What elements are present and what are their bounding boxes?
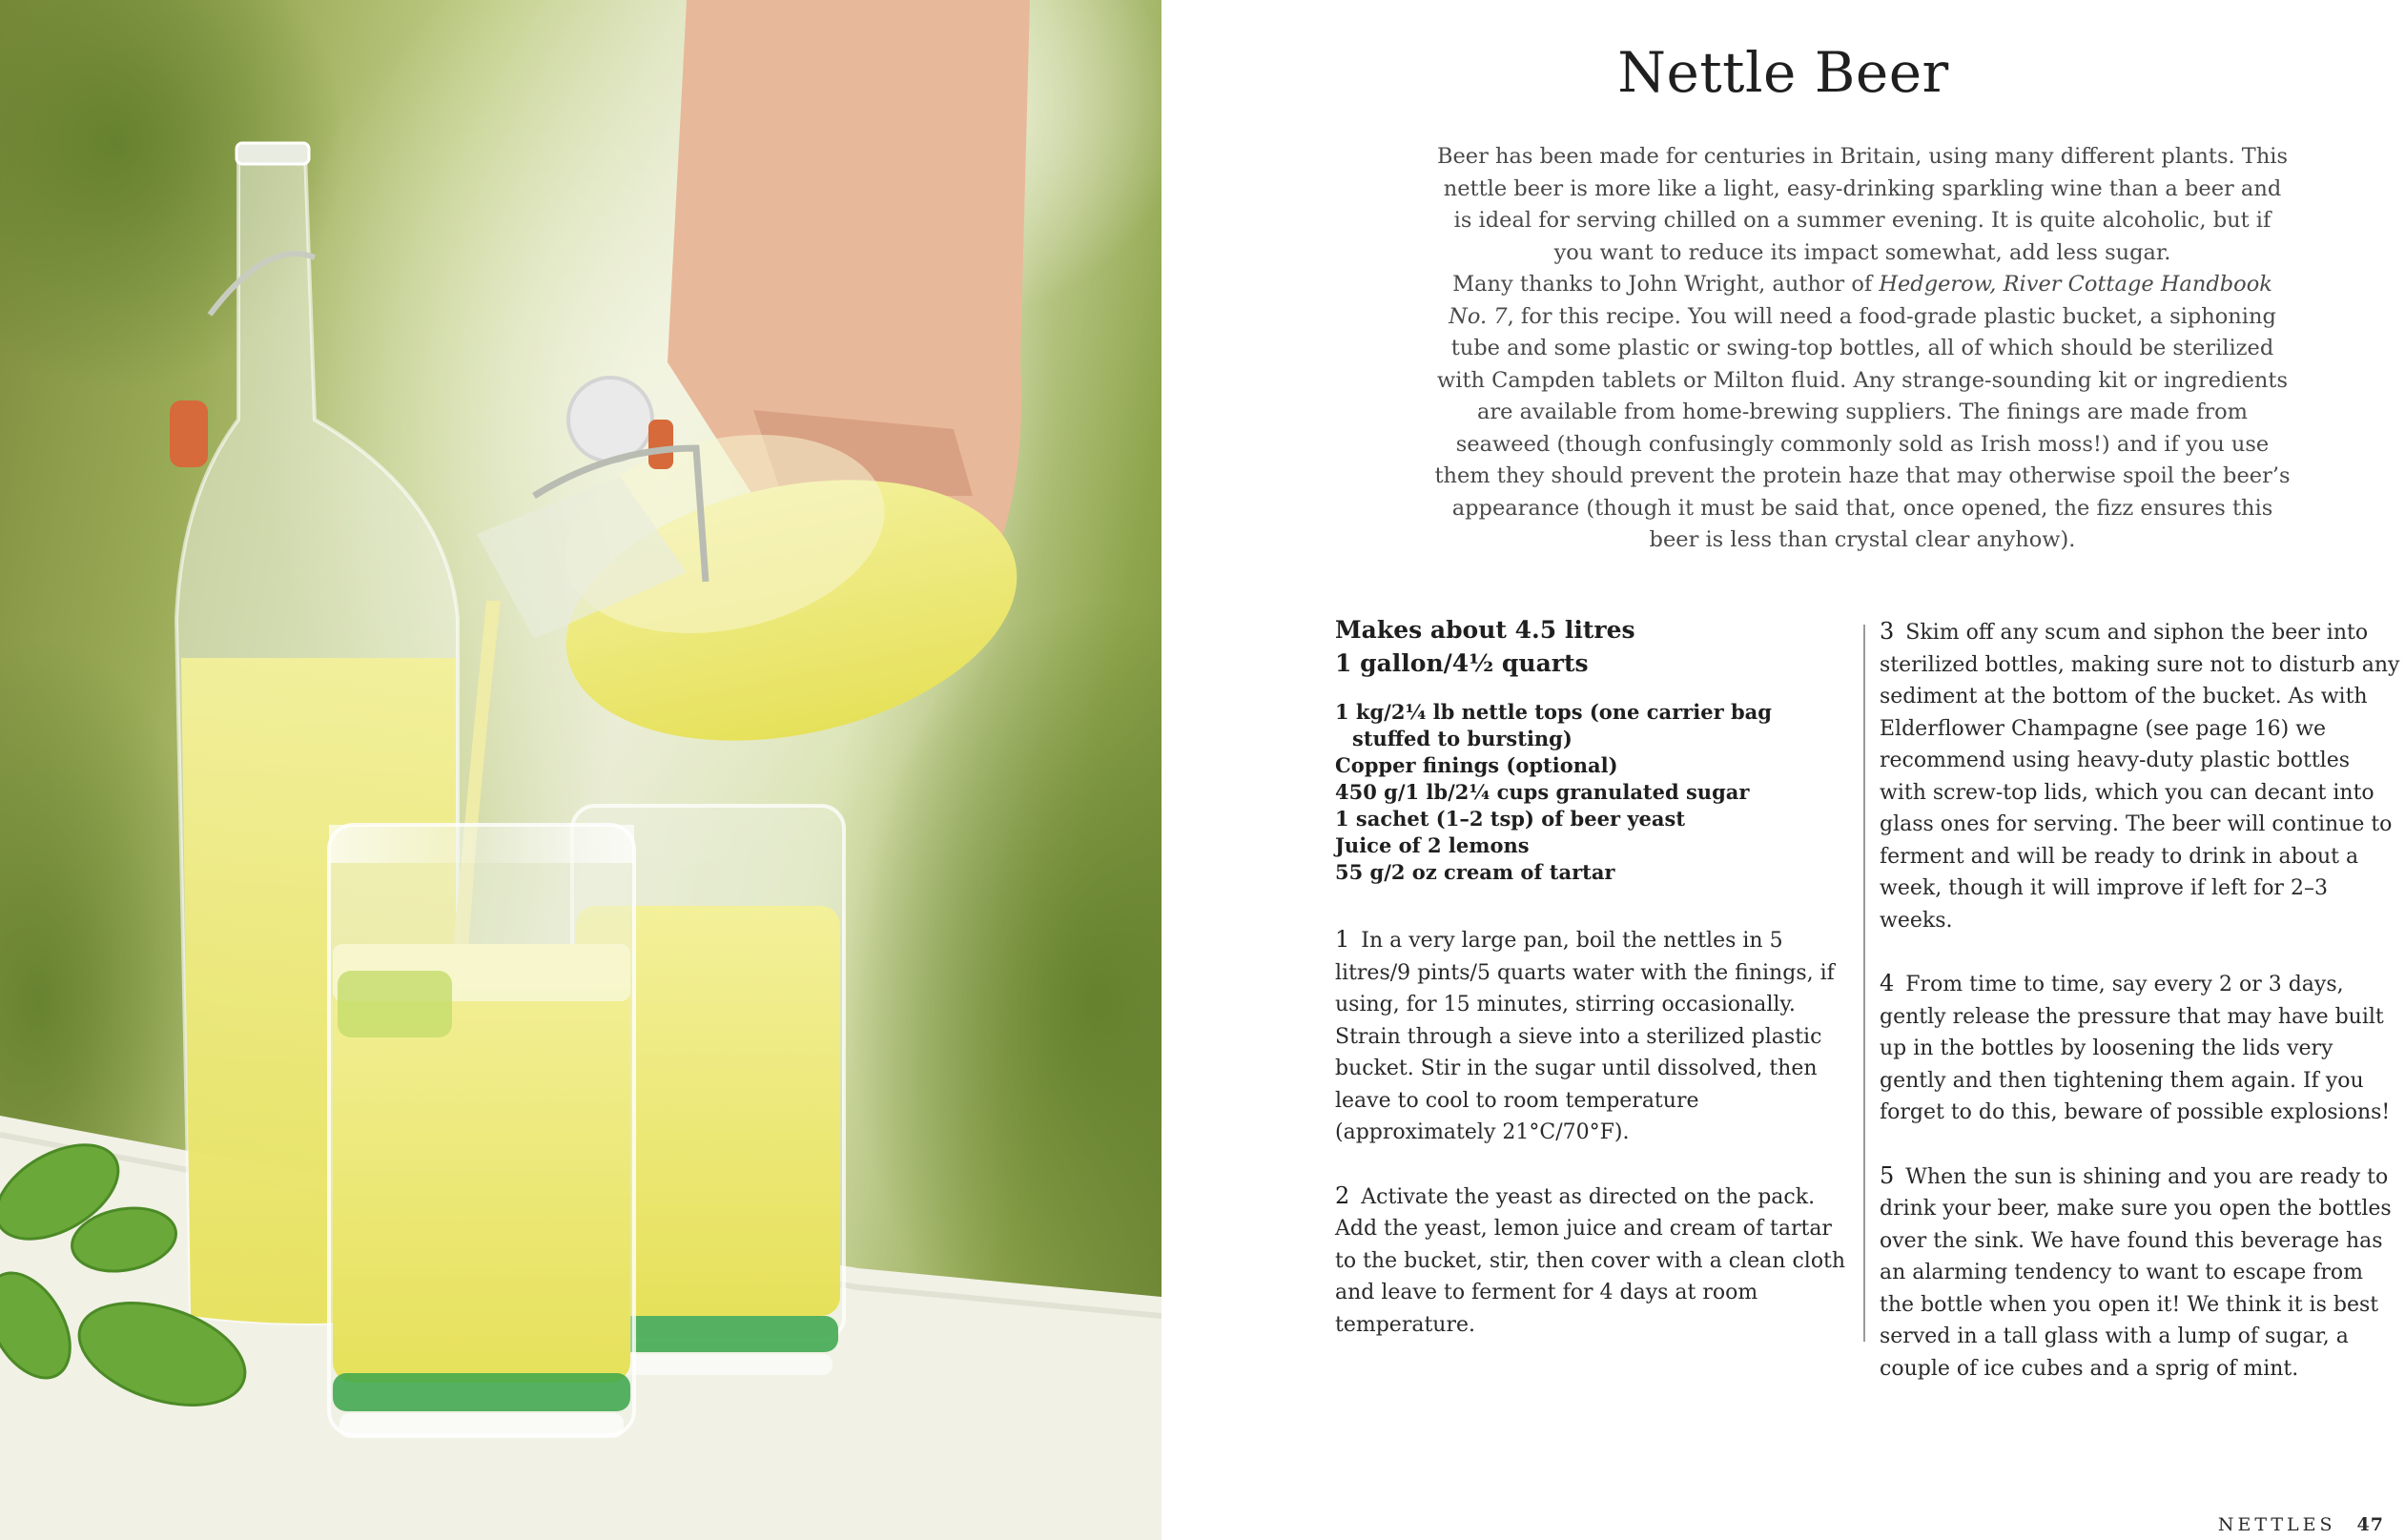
step-text: When the sun is shining and you are ready to drink your beer, make sure you open the bottles over the sink. We have found this beverage has an alarming tendency to want to escape from the bottle when you open it! We think it is best served in a tall glass with a lump of sugar, a couple of ice cubes and a sprig of mint. [1880,1164,2392,1381]
page-number: 47 [2356,1514,2384,1535]
column-divider [1863,625,1865,1342]
recipe-intro [1433,141,2292,557]
page-footer [2218,1514,2384,1535]
intro-p2-start: Many thanks to John Wright, author of [1452,272,1880,297]
ingredient-item: 1 sachet (1–2 tsp) of beer yeast [1335,807,1686,831]
ingredient-list [1335,699,1850,886]
nettle-beer-illustration [0,0,1161,1540]
intro-p2-end: , for this recipe. You will need a food-grade plastic bucket, a siphoning tube and some plastic or swing-top bottles, all of which should be sterilized with Campden tablets or Milton fluid. Any strange-sounding kit or ingredients are available from home-brewing suppliers. The finings are made from seaweed (though confusingly commonly sold as Irish moss!) and if you use them they should prevent the protein haze that may otherwise spoil the beer’s appearance (though it must be said that, once opened, the fizz ensures this beer is less than crystal clear anyhow). [1434,303,2291,552]
step-number: 2 [1335,1181,1350,1209]
recipe-title: Nettle Beer [1617,40,1949,105]
section-name: NETTLES [2217,1514,2336,1535]
step-number: 4 [1880,970,1895,996]
step-text: In a very large pan, boil the nettles in 5 litres/9 pints/5 quarts water with the finings, if using, for 15 minutes, stirring occasionally. Strain through a sieve into a sterilized plastic bucket. Stir in the sugar until dissolved, then leave to cool to room temperature (approximately 21°C/70°F). [1335,929,1835,1144]
yield-metric: Makes about 4.5 litres [1335,616,1635,644]
ingredient-item: 1 kg/2¼ lb nettle tops (one carrier bag stuffed to bursting) [1335,700,1772,750]
recipe-photo [0,0,1161,1540]
left-column [1335,613,1850,1341]
method-step [1335,924,1850,1149]
step-number: 5 [1880,1161,1895,1189]
ingredient-item: Juice of 2 lemons [1335,833,1530,857]
method-step [1335,1181,1850,1342]
right-column [1880,616,2402,1385]
book-title: Hedgerow, River Cottage Handbook No. 7 [1449,272,2272,329]
method-step [1880,968,2402,1129]
method-step [1880,616,2402,936]
step-text: Skim off any scum and siphon the beer into sterilized bottles, making sure not to disturb any sediment at the bottom of the bucket. As with Elderflower Champagne (see page 16) we recommend using heavy-duty plastic bottles with screw-top lids, which you can decant into glass ones for serving. The beer will continue to ferment and will be ready to drink in about a week, though it will improve if left for 2–3 weeks. [1880,621,2400,933]
ingredient-item: 55 g/2 oz cream of tartar [1335,860,1615,884]
step-number: 3 [1880,618,1895,645]
ingredient-item: 450 g/1 lb/2¼ cups granulated sugar [1335,780,1750,804]
intro-paragraph-2 [1433,269,2292,557]
recipe-page [1161,0,2405,1540]
yield-imperial: 1 gallon/4½ quarts [1335,649,1589,677]
step-text: From time to time, say every 2 or 3 days, gently release the pressure that may have built up in the bottles by loosening the lids very gently and then tightening them again. If you forget to do this, beware of possible explosions! [1880,973,2391,1124]
step-number: 1 [1335,926,1350,953]
intro-paragraph-1: Beer has been made for centuries in Britain, using many different plants. This nettle beer is more like a light, easy-drinking sparkling wine than a beer and is ideal for serving chilled on a summer evening. It is quite alcoholic, but if you want to reduce its impact somewhat, add less sugar. [1436,144,2289,265]
method-step [1880,1160,2402,1386]
ingredient-item: Copper finings (optional) [1335,753,1618,777]
step-text: Activate the yeast as directed on the pack. Add the yeast, lemon juice and cream of tartar to the bucket, stir, then cover with a clean cloth and leave to ferment for 4 days at room temperature. [1335,1184,1846,1337]
